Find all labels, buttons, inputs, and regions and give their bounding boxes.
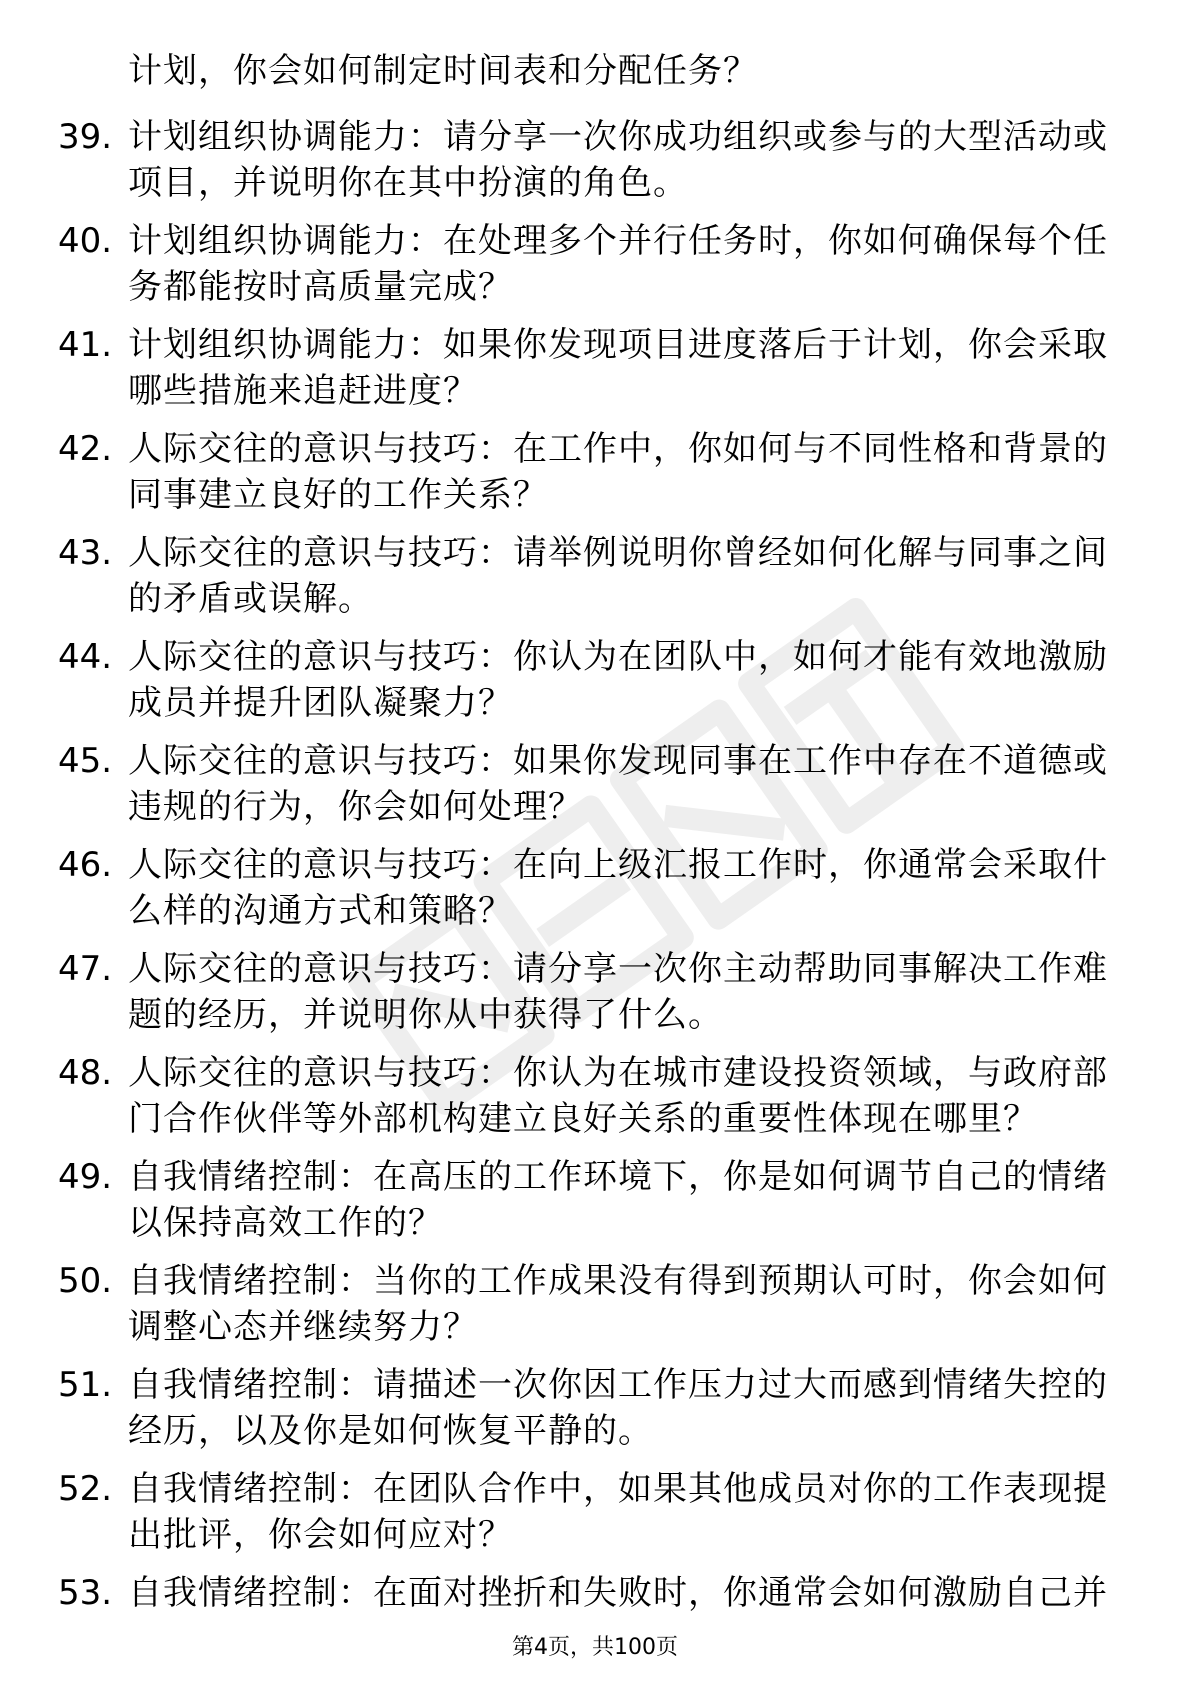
question-text-line: 项目，并说明你在其中扮演的角色。 [128,163,688,203]
question-text [128,1362,1118,1454]
question-text-line: 么样的沟通方式和策略？ [128,891,513,931]
continuation-text: 计划，你会如何制定时间表和分配任务？ [128,51,758,91]
question-item [0,738,1190,842]
question-item [0,1362,1190,1466]
question-text-line: 人际交往的意识与技巧：你认为在城市建设投资领域，与政府部 [128,1053,1108,1093]
question-text-line: 人际交往的意识与技巧：你认为在团队中，如何才能有效地激励 [128,637,1108,677]
question-item [0,322,1190,426]
question-text-line: 人际交往的意识与技巧：请分享一次你主动帮助同事解决工作难 [128,949,1108,989]
question-text-line: 违规的行为，你会如何处理？ [128,787,583,827]
question-item [0,634,1190,738]
question-text [128,322,1118,414]
question-text-line: 调整心态并继续努力？ [128,1307,478,1347]
question-text-line: 自我情绪控制：在团队合作中，如果其他成员对你的工作表现提 [128,1469,1108,1509]
question-text-line: 成员并提升团队凝聚力？ [128,683,513,723]
question-number: 47. [58,949,113,989]
question-text-line: 同事建立良好的工作关系？ [128,475,548,515]
question-text-line: 人际交往的意识与技巧：在向上级汇报工作时，你通常会采取什 [128,845,1108,885]
question-text [128,1154,1118,1246]
question-number: 45. [58,741,113,781]
question-text-line: 题的经历，并说明你从中获得了什么。 [128,995,723,1035]
question-text-line: 的矛盾或误解。 [128,579,373,619]
question-text-line: 经历，以及你是如何恢复平静的。 [128,1411,653,1451]
question-text-line: 人际交往的意识与技巧：请举例说明你曾经如何化解与同事之间 [128,533,1108,573]
question-number: 49. [58,1157,113,1197]
question-number: 53. [58,1573,113,1613]
question-text-line: 自我情绪控制：请描述一次你因工作压力过大而感到情绪失控的 [128,1365,1108,1405]
question-text [128,634,1118,726]
question-number: 51. [58,1365,113,1405]
page-number: 第4页，共100页 [512,1635,678,1660]
question-text-line: 哪些措施来追赶进度？ [128,371,478,411]
question-number: 48. [58,1053,113,1093]
question-item [0,842,1190,946]
question-text-line: 人际交往的意识与技巧：在工作中，你如何与不同性格和背景的 [128,429,1108,469]
question-text-line: 自我情绪控制：当你的工作成果没有得到预期认可时，你会如何 [128,1261,1108,1301]
question-text-line: 务都能按时高质量完成？ [128,267,513,307]
question-item [0,1466,1190,1570]
question-item [0,530,1190,634]
question-item [0,1154,1190,1258]
question-text [128,1258,1118,1350]
question-text-line: 门合作伙伴等外部机构建立良好关系的重要性体现在哪里？ [128,1099,1038,1139]
question-item [0,946,1190,1050]
question-item [0,426,1190,530]
question-text [128,1570,1118,1616]
question-text-line: 计划组织协调能力：请分享一次你成功组织或参与的大型活动或 [128,117,1108,157]
question-text [128,1050,1118,1142]
question-text [128,1466,1118,1558]
question-text [128,738,1118,830]
question-number: 44. [58,637,113,677]
question-text-line: 计划组织协调能力：如果你发现项目进度落后于计划，你会采取 [128,325,1108,365]
question-number: 41. [58,325,113,365]
question-item [0,114,1190,218]
question-text [128,946,1118,1038]
question-text-line: 计划组织协调能力：在处理多个并行任务时，你如何确保每个任 [128,221,1108,261]
question-number: 50. [58,1261,113,1301]
question-number: 43. [58,533,113,573]
question-item [0,1050,1190,1154]
question-list [0,114,1190,1674]
question-number: 46. [58,845,113,885]
question-text [128,842,1118,934]
question-number: 39. [58,117,113,157]
question-text [128,114,1118,206]
question-text [128,530,1118,622]
question-number: 52. [58,1469,113,1509]
question-text-line: 自我情绪控制：在面对挫折和失败时，你通常会如何激励自己并 [128,1573,1108,1613]
question-number: 40. [58,221,113,261]
question-text-line: 人际交往的意识与技巧：如果你发现同事在工作中存在不道德或 [128,741,1108,781]
question-text [128,426,1118,518]
question-item [0,218,1190,322]
question-text-line: 自我情绪控制：在高压的工作环境下，你是如何调节自己的情绪 [128,1157,1108,1197]
question-text [128,218,1118,310]
question-text-line: 以保持高效工作的？ [128,1203,443,1243]
question-item [0,1258,1190,1362]
question-text-line: 出批评，你会如何应对？ [128,1515,513,1555]
question-number: 42. [58,429,113,469]
